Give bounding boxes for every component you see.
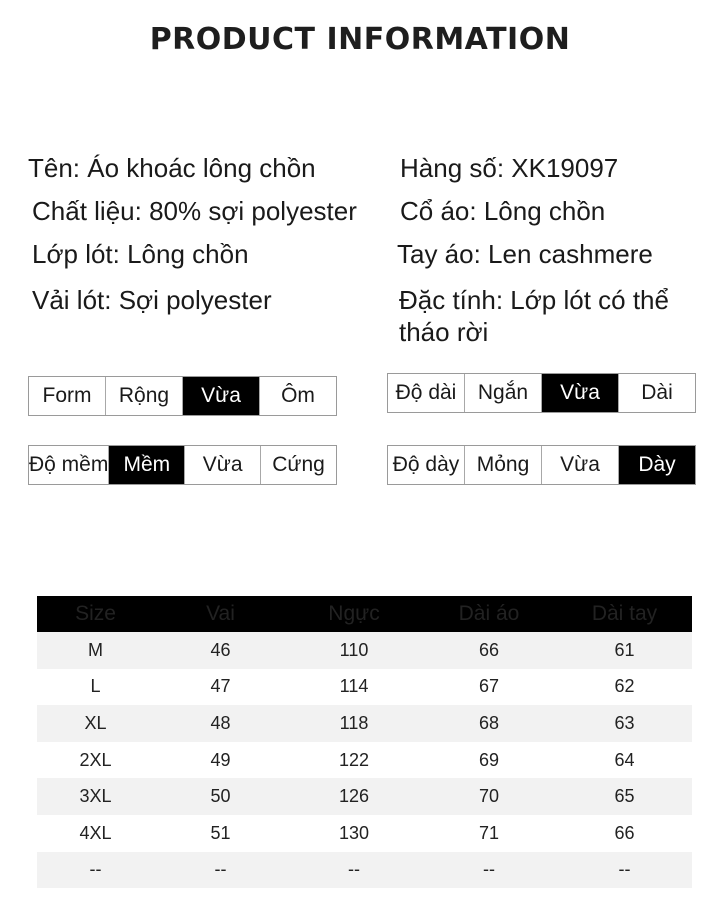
table-cell: 3XL: [79, 786, 112, 807]
info-material: Chất liệu: 80% sợi polyester: [32, 196, 357, 226]
table-row: [37, 815, 692, 852]
info-sleeve: Tay áo: Len cashmere: [397, 239, 653, 269]
length-option-vua-selected: Vừa: [542, 374, 619, 412]
table-cell: --: [214, 859, 227, 880]
size-table-header: [37, 596, 692, 632]
form-option-vua-selected: Vừa: [183, 377, 260, 415]
table-cell: --: [618, 859, 631, 880]
info-feature: Đặc tính: Lớp lót có thể tháo rời: [399, 285, 669, 347]
table-row: [37, 669, 692, 706]
table-cell: 67: [478, 676, 500, 697]
table-row: [37, 852, 692, 889]
header-dai-ao: Dài áo: [458, 602, 520, 625]
table-cell: 4XL: [79, 822, 112, 843]
page-title: PRODUCT INFORMATION: [149, 22, 571, 57]
table-cell: 110: [339, 639, 369, 660]
softness-label: Độ mềm: [29, 446, 109, 484]
table-cell: 69: [478, 749, 500, 770]
table-cell: 51: [210, 822, 231, 843]
form-label: Form: [29, 377, 106, 415]
softness-option-vua: Vừa: [185, 446, 261, 484]
thickness-scale: [387, 445, 696, 485]
length-scale: [387, 373, 696, 413]
table-cell: 68: [478, 712, 500, 733]
table-cell: 63: [614, 712, 635, 733]
table-row: [37, 632, 692, 669]
info-collar: Cổ áo: Lông chồn: [400, 196, 606, 226]
table-cell: 130: [338, 822, 370, 843]
table-cell: --: [483, 859, 495, 880]
table-cell: 70: [478, 786, 500, 807]
table-cell: 114: [339, 676, 369, 697]
thickness-label: Độ dày: [388, 446, 465, 484]
form-option-om: Ôm: [281, 384, 315, 407]
table-cell: 47: [210, 676, 231, 697]
header-dai-tay: Dài tay: [591, 602, 658, 625]
table-cell: 66: [478, 639, 500, 660]
form-option-rong: Rộng: [106, 377, 183, 415]
table-cell: 126: [338, 786, 370, 807]
softness-option-cung: Cứng: [272, 453, 325, 476]
header-nguc: Ngực: [328, 602, 380, 625]
header-size: Size: [75, 602, 116, 625]
table-cell: 46: [210, 639, 231, 660]
table-cell: 48: [210, 712, 231, 733]
length-option-ngan: Ngắn: [465, 374, 542, 412]
table-cell: 49: [210, 749, 231, 770]
table-cell: 66: [614, 822, 635, 843]
table-cell: 62: [614, 676, 635, 697]
thickness-option-vua: Vừa: [542, 446, 619, 484]
header-vai: Vai: [206, 602, 235, 625]
size-table-body: [37, 632, 692, 888]
table-cell: 50: [210, 786, 231, 807]
table-row: [37, 705, 692, 742]
softness-option-mem-selected: Mềm: [109, 446, 185, 484]
table-cell: 64: [614, 749, 635, 770]
table-cell: 118: [339, 712, 369, 733]
form-scale: [28, 376, 337, 416]
softness-scale: [28, 445, 337, 485]
table-cell: --: [89, 859, 102, 880]
length-label: Độ dài: [388, 374, 465, 412]
info-lining: Lớp lót: Lông chồn: [32, 239, 249, 269]
table-cell: --: [348, 859, 360, 880]
length-option-dai: Dài: [641, 381, 673, 404]
thickness-option-mong: Mỏng: [465, 446, 542, 484]
thickness-option-day-selected: Dày: [619, 446, 695, 484]
table-cell: 2XL: [79, 749, 112, 770]
table-cell: 61: [614, 639, 635, 660]
info-name: Tên: Áo khoác lông chồn: [28, 153, 316, 183]
table-cell: 122: [338, 749, 370, 770]
table-cell: 65: [614, 786, 635, 807]
size-table: [37, 596, 692, 888]
table-cell: XL: [84, 712, 107, 733]
info-lining-fabric: Vải lót: Sợi polyester: [32, 285, 272, 315]
table-cell: M: [88, 639, 103, 660]
table-row: [37, 778, 692, 815]
info-item-number: Hàng số: XK19097: [400, 153, 619, 183]
table-cell: L: [90, 676, 101, 697]
table-cell: 71: [478, 822, 500, 843]
table-row: [37, 742, 692, 779]
